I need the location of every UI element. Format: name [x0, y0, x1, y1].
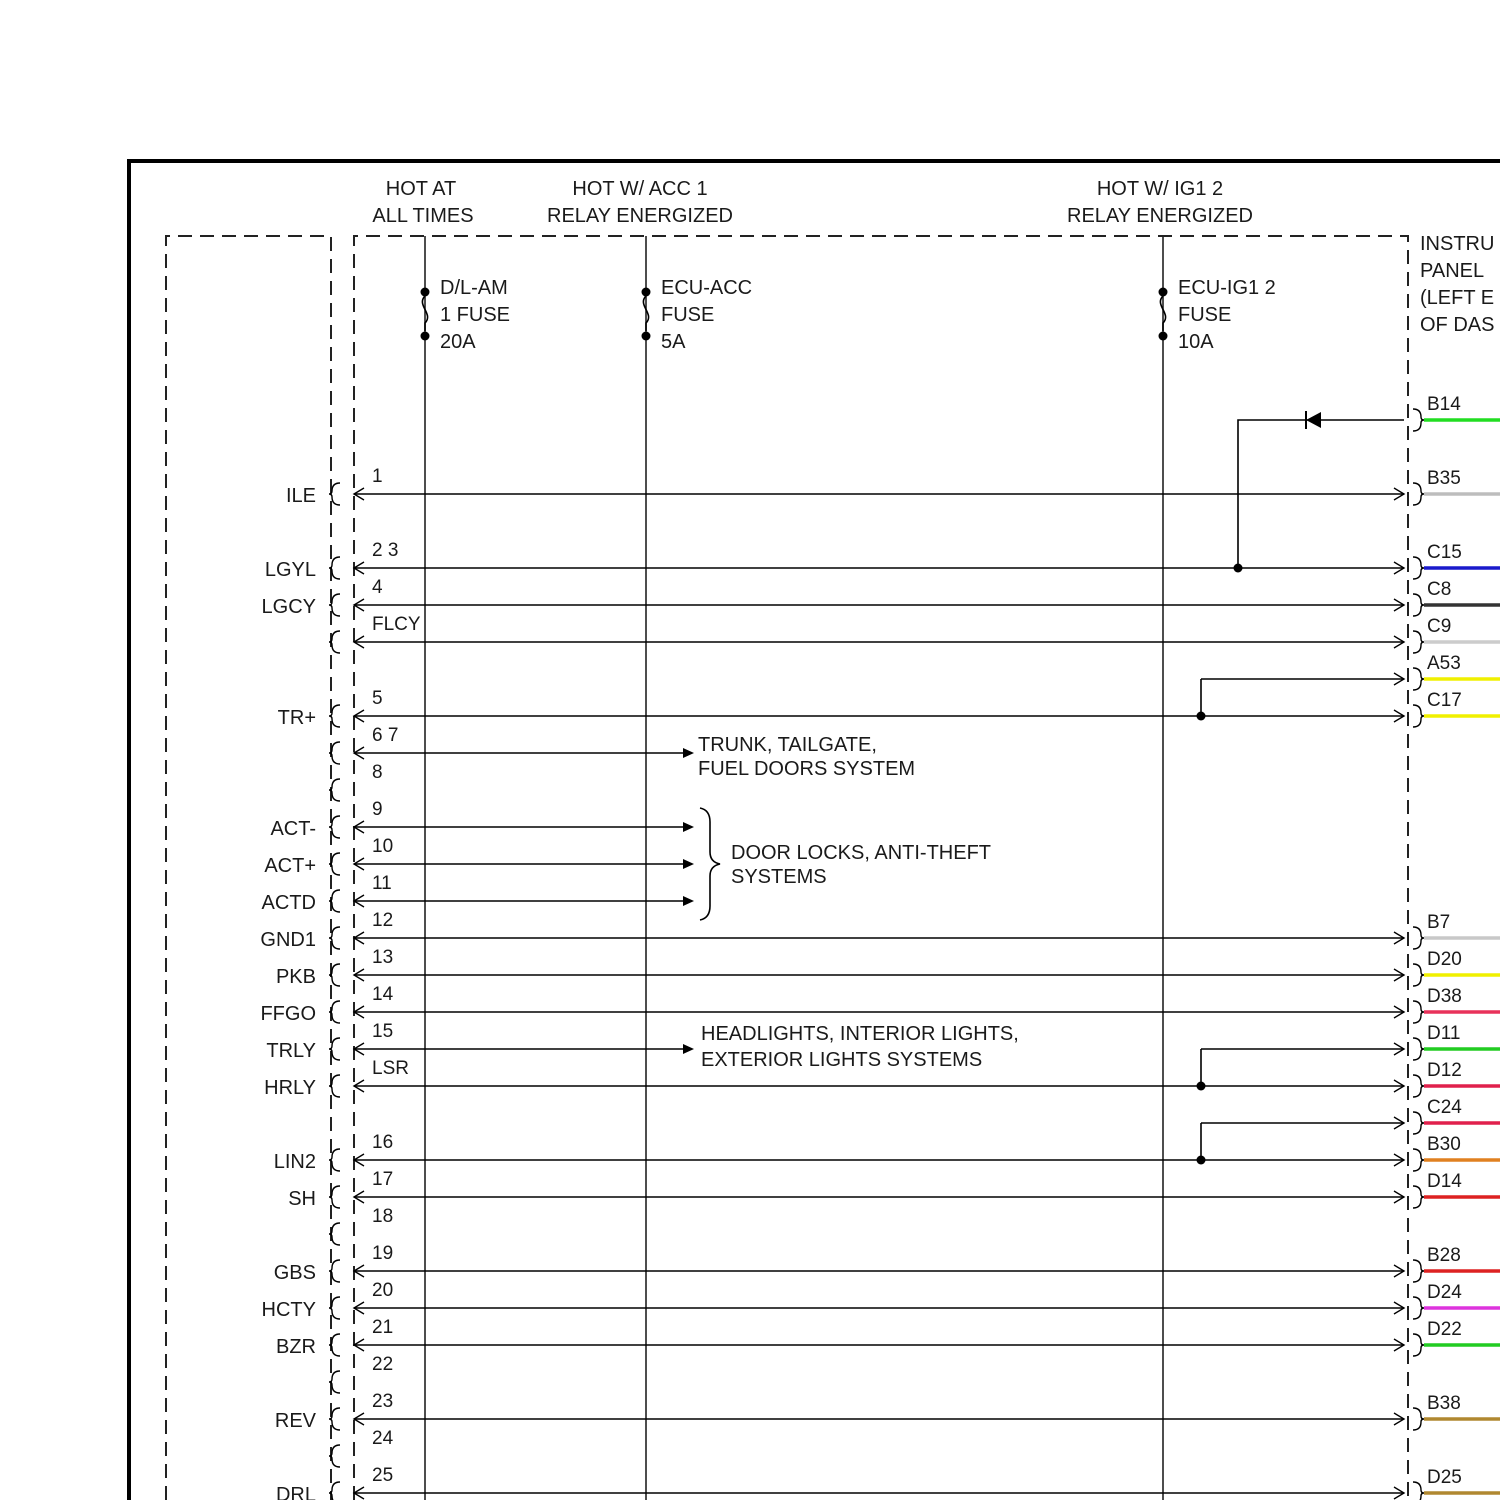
- row-5-connector-id: A53: [1427, 653, 1461, 674]
- row-21-right-connector: [1413, 1260, 1424, 1282]
- row-21-terminal-name: GBS: [273, 1262, 316, 1284]
- row-13-pin-label: 13: [372, 947, 394, 968]
- row-3-pin-label: 4: [372, 577, 383, 598]
- instrument-panel-label-2: PANEL: [1420, 260, 1485, 282]
- instrument-panel-label-4: OF DAS: [1420, 314, 1495, 336]
- header-hot-ig1-2: RELAY ENERGIZED: [1067, 205, 1253, 227]
- row-2-right-connector: [1413, 557, 1424, 579]
- row-9-system-arrow: [683, 822, 694, 832]
- row-8-pin-label: 8: [372, 762, 383, 783]
- row-19-pin-label: 17: [372, 1169, 394, 1190]
- fuse-ecu-acc-type: FUSE: [661, 304, 715, 326]
- row-16-terminal-name: HRLY: [264, 1077, 316, 1099]
- row-15-right-connector: [1413, 1038, 1424, 1060]
- row-18-terminal-name: LIN2: [273, 1151, 316, 1173]
- row-1-terminal-name: ILE: [285, 485, 316, 507]
- door-locks-brace: [700, 808, 720, 920]
- row-12-connector-id: B7: [1427, 912, 1451, 933]
- row-25-terminal-name: REV: [274, 1410, 316, 1432]
- trunk-system-label-2: FUEL DOORS SYSTEM: [698, 758, 916, 780]
- diode-icon: [1300, 411, 1404, 429]
- row-12-terminal-name: GND1: [260, 929, 316, 951]
- row-20-pin-label: 18: [372, 1206, 394, 1227]
- header-hot-acc1-1: HOT W/ ACC 1: [572, 178, 708, 200]
- row-3-terminal-name: LGCY: [261, 596, 316, 618]
- row-0-connector-id: B14: [1427, 394, 1461, 415]
- row-15-system-arrow: [683, 1044, 694, 1054]
- row-19-terminal-name: SH: [288, 1188, 316, 1210]
- fuse-dl-am-type: 1 FUSE: [440, 304, 511, 326]
- row-0-right-connector: [1413, 409, 1424, 431]
- row-27-pin-label: 25: [372, 1465, 394, 1486]
- row-15-terminal-name: TRLY: [266, 1040, 316, 1062]
- row-6-right-connector: [1413, 705, 1424, 727]
- row-26-pin-label: 24: [372, 1428, 394, 1449]
- row-22-pin-label: 20: [372, 1280, 394, 1301]
- row-16-pin-label: LSR: [372, 1058, 409, 1079]
- row-14-right-connector: [1413, 1001, 1424, 1023]
- instrument-panel-label-3: (LEFT E: [1420, 287, 1495, 309]
- row-16-right-connector: [1413, 1075, 1424, 1097]
- row-27-terminal-name: DRL: [275, 1484, 316, 1500]
- row-4-connector-id: C9: [1427, 616, 1452, 637]
- row-2-pin-label: 2 3: [372, 540, 399, 561]
- header-hot-at-all-times-2: ALL TIMES: [372, 205, 474, 227]
- row-11-system-arrow: [683, 896, 694, 906]
- row-25-connector-id: B38: [1427, 1393, 1461, 1414]
- row-6-pin-label: 5: [372, 688, 383, 709]
- door-locks-label-1: DOOR LOCKS, ANTI-THEFT: [731, 842, 992, 864]
- row-24-pin-label: 22: [372, 1354, 394, 1375]
- row-1-pin-label: 1: [372, 466, 383, 487]
- row-11-terminal-name: ACTD: [261, 892, 316, 914]
- header-hot-acc1-2: RELAY ENERGIZED: [547, 205, 733, 227]
- lights-system-label-2: EXTERIOR LIGHTS SYSTEMS: [701, 1049, 983, 1071]
- row-10-system-arrow: [683, 859, 694, 869]
- row-15-connector-id: D11: [1427, 1023, 1461, 1044]
- header-hot-at-all-times-1: HOT AT: [385, 178, 457, 200]
- row-23-connector-id: D22: [1427, 1319, 1462, 1340]
- row-14-pin-label: 14: [372, 984, 394, 1005]
- connector-rows: [260, 394, 1500, 1500]
- row-17-connector-id: C24: [1427, 1097, 1462, 1118]
- row-27-right-connector: [1413, 1482, 1424, 1500]
- row-21-pin-label: 19: [372, 1243, 394, 1264]
- row-25-right-connector: [1413, 1408, 1424, 1430]
- row-23-pin-label: 21: [372, 1317, 394, 1338]
- row-22-connector-id: D24: [1427, 1282, 1462, 1303]
- row-16-connector-id: D12: [1427, 1060, 1462, 1081]
- row-14-terminal-name: FFGO: [260, 1003, 316, 1025]
- row-2-connector-id: C15: [1427, 542, 1462, 563]
- fuse-block-boundary: [354, 236, 1408, 1500]
- row-19-right-connector: [1413, 1186, 1424, 1208]
- row-6-terminal-name: TR+: [277, 707, 316, 729]
- fuse-ecu-ig1-name: ECU-IG1 2: [1178, 277, 1276, 299]
- row-3-right-connector: [1413, 594, 1424, 616]
- row-17-right-connector: [1413, 1112, 1424, 1134]
- row-13-terminal-name: PKB: [275, 966, 316, 988]
- row-22-terminal-name: HCTY: [261, 1299, 316, 1321]
- row-11-pin-label: 11: [372, 873, 392, 894]
- row-21-connector-id: B28: [1427, 1245, 1461, 1266]
- header-hot-ig1-1: HOT W/ IG1 2: [1096, 178, 1224, 200]
- row-2-terminal-name: LGYL: [264, 559, 316, 581]
- row-27-connector-id: D25: [1427, 1467, 1462, 1488]
- row-6-connector-id: C17: [1427, 690, 1462, 711]
- lights-system-label-1: HEADLIGHTS, INTERIOR LIGHTS,: [701, 1023, 1019, 1045]
- row-4-pin-label: FLCY: [372, 614, 421, 635]
- row-15-pin-label: 15: [372, 1021, 394, 1042]
- row-9-pin-label: 9: [372, 799, 383, 820]
- row-14-connector-id: D38: [1427, 986, 1462, 1007]
- fuse-ecu-ig1-type: FUSE: [1178, 304, 1232, 326]
- row-23-terminal-name: BZR: [276, 1336, 316, 1358]
- row-12-pin-label: 12: [372, 910, 394, 931]
- row-18-connector-id: B30: [1427, 1134, 1461, 1155]
- row-23-right-connector: [1413, 1334, 1424, 1356]
- row-4-right-connector: [1413, 631, 1424, 653]
- door-locks-label-2: SYSTEMS: [731, 866, 827, 888]
- fuse-dl-am-name: D/L-AM: [440, 277, 508, 299]
- row-3-connector-id: C8: [1427, 579, 1452, 600]
- row-9-terminal-name: ACT-: [270, 818, 316, 840]
- row-1-connector-id: B35: [1427, 468, 1461, 489]
- instrument-panel-label-1: INSTRU: [1420, 233, 1495, 255]
- fuse-ecu-acc-name: ECU-ACC: [661, 277, 753, 299]
- row-20-left-connector: [329, 1223, 340, 1245]
- branch-junctions: [1197, 420, 1301, 1165]
- row-13-right-connector: [1413, 964, 1424, 986]
- fuse-ecu-ig1-rating: 10A: [1178, 331, 1214, 353]
- row-25-pin-label: 23: [372, 1391, 394, 1412]
- row-10-terminal-name: ACT+: [264, 855, 316, 877]
- row-1-right-connector: [1413, 483, 1424, 505]
- row-7-system-arrow: [683, 748, 694, 758]
- row-5-right-connector: [1413, 668, 1424, 690]
- row-18-right-connector: [1413, 1149, 1424, 1171]
- fuse-ecu-acc-rating: 5A: [661, 331, 686, 353]
- row-19-connector-id: D14: [1427, 1171, 1462, 1192]
- row-22-right-connector: [1413, 1297, 1424, 1319]
- row-10-pin-label: 10: [372, 836, 394, 857]
- fuse-dl-am-rating: 20A: [440, 331, 476, 353]
- row-13-connector-id: D20: [1427, 949, 1462, 970]
- trunk-system-label-1: TRUNK, TAILGATE,: [698, 734, 877, 756]
- row-12-right-connector: [1413, 927, 1424, 949]
- row-18-pin-label: 16: [372, 1132, 394, 1153]
- row-7-pin-label: 6 7: [372, 725, 399, 746]
